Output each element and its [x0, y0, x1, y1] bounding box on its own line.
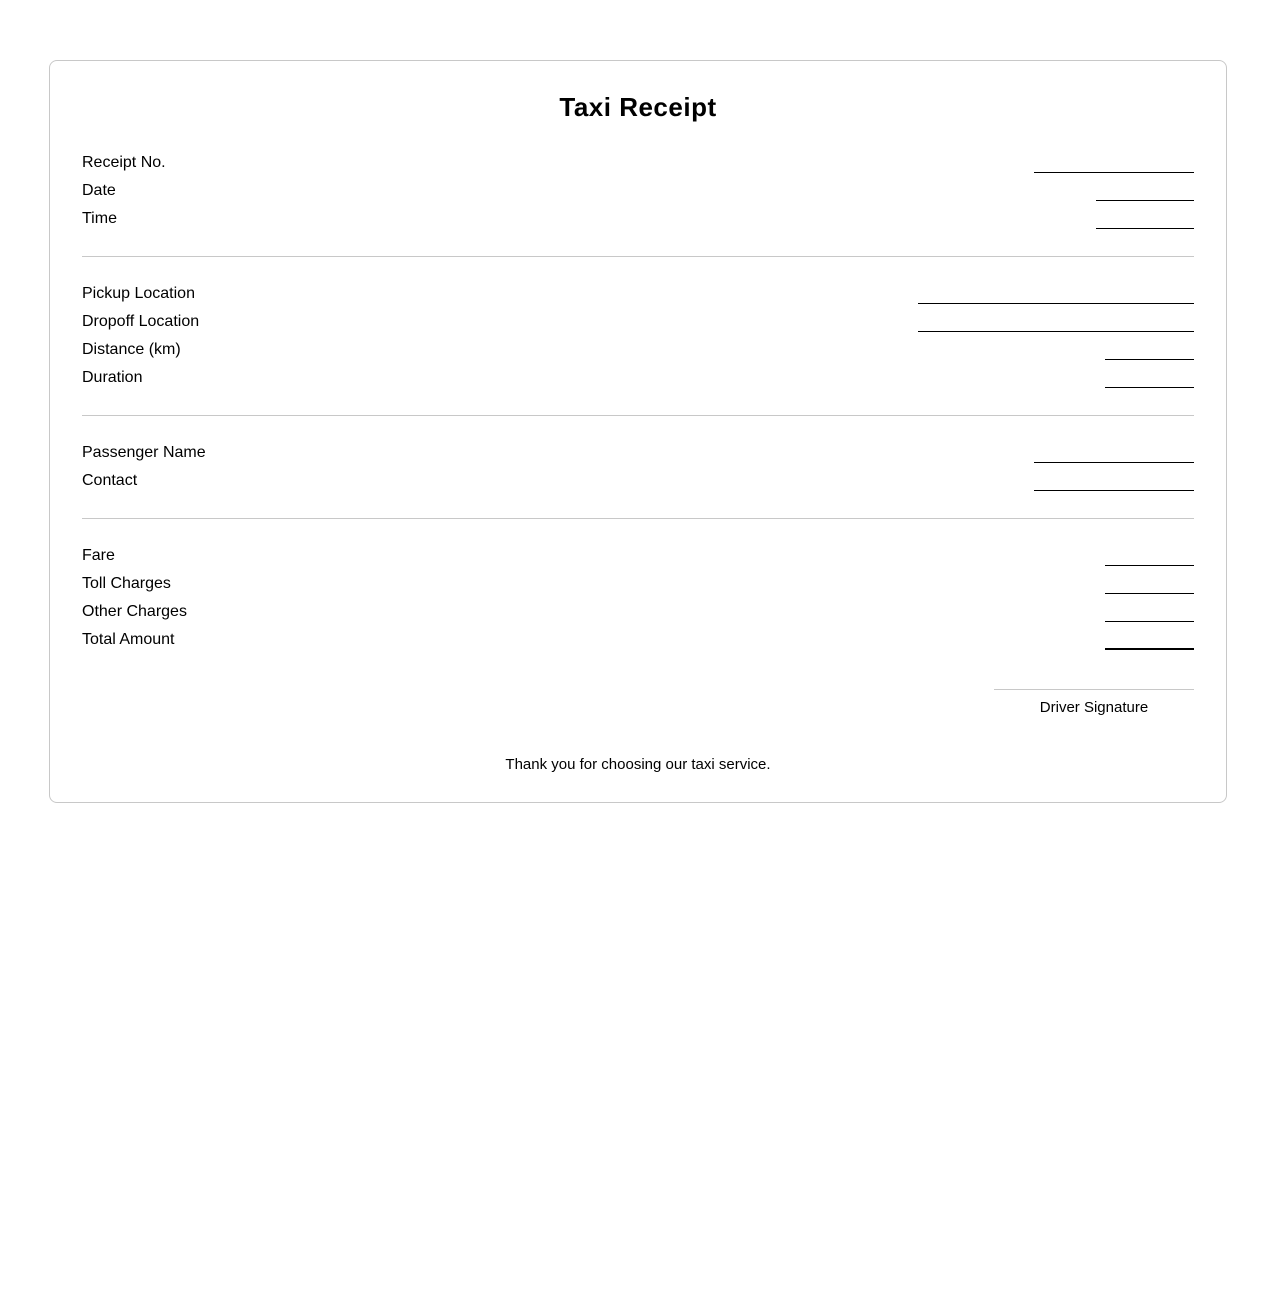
other-charges-blank[interactable]	[1105, 621, 1194, 622]
field-dropoff-location	[82, 308, 1194, 336]
field-passenger-name	[82, 439, 1194, 467]
field-total-amount	[82, 626, 1194, 654]
field-label: Duration	[82, 369, 143, 386]
time-blank[interactable]	[1096, 228, 1194, 229]
taxi-receipt	[49, 60, 1227, 803]
field-label: Time	[82, 210, 117, 227]
field-label: Fare	[82, 547, 115, 564]
receipt-no-blank[interactable]	[1034, 172, 1194, 173]
field-duration	[82, 364, 1194, 392]
passenger-name-blank[interactable]	[1034, 462, 1194, 463]
field-receipt-no	[82, 149, 1194, 177]
field-label: Other Charges	[82, 603, 187, 620]
field-label: Distance (km)	[82, 341, 181, 358]
field-time	[82, 205, 1194, 233]
field-label: Receipt No.	[82, 154, 166, 171]
field-label: Date	[82, 182, 116, 199]
driver-signature-label: Driver Signature	[1039, 699, 1149, 716]
field-date	[82, 177, 1194, 205]
section-divider	[82, 256, 1194, 257]
field-label: Dropoff Location	[82, 313, 200, 330]
fare-blank[interactable]	[1105, 565, 1194, 566]
section-divider	[82, 415, 1194, 416]
field-other-charges	[82, 598, 1194, 626]
section-divider	[82, 518, 1194, 519]
field-toll-charges	[82, 570, 1194, 598]
field-distance	[82, 336, 1194, 364]
field-pickup-location	[82, 280, 1194, 308]
receipt-title: Taxi Receipt	[559, 92, 717, 122]
field-label: Contact	[82, 472, 138, 489]
toll-charges-blank[interactable]	[1105, 593, 1194, 594]
receipt-footer: Thank you for choosing our taxi service.	[505, 756, 771, 773]
date-blank[interactable]	[1096, 200, 1194, 201]
total-amount-blank[interactable]	[1105, 648, 1194, 650]
field-fare	[82, 542, 1194, 570]
dropoff-location-blank[interactable]	[918, 331, 1194, 332]
contact-blank[interactable]	[1034, 490, 1194, 491]
field-label: Passenger Name	[82, 444, 206, 461]
field-label: Toll Charges	[82, 575, 171, 592]
field-label: Pickup Location	[82, 285, 195, 302]
driver-signature-line[interactable]	[994, 689, 1194, 716]
field-contact	[82, 467, 1194, 495]
distance-blank[interactable]	[1105, 359, 1194, 360]
duration-blank[interactable]	[1105, 387, 1194, 388]
field-label: Total Amount	[82, 631, 175, 648]
pickup-location-blank[interactable]	[918, 303, 1194, 304]
